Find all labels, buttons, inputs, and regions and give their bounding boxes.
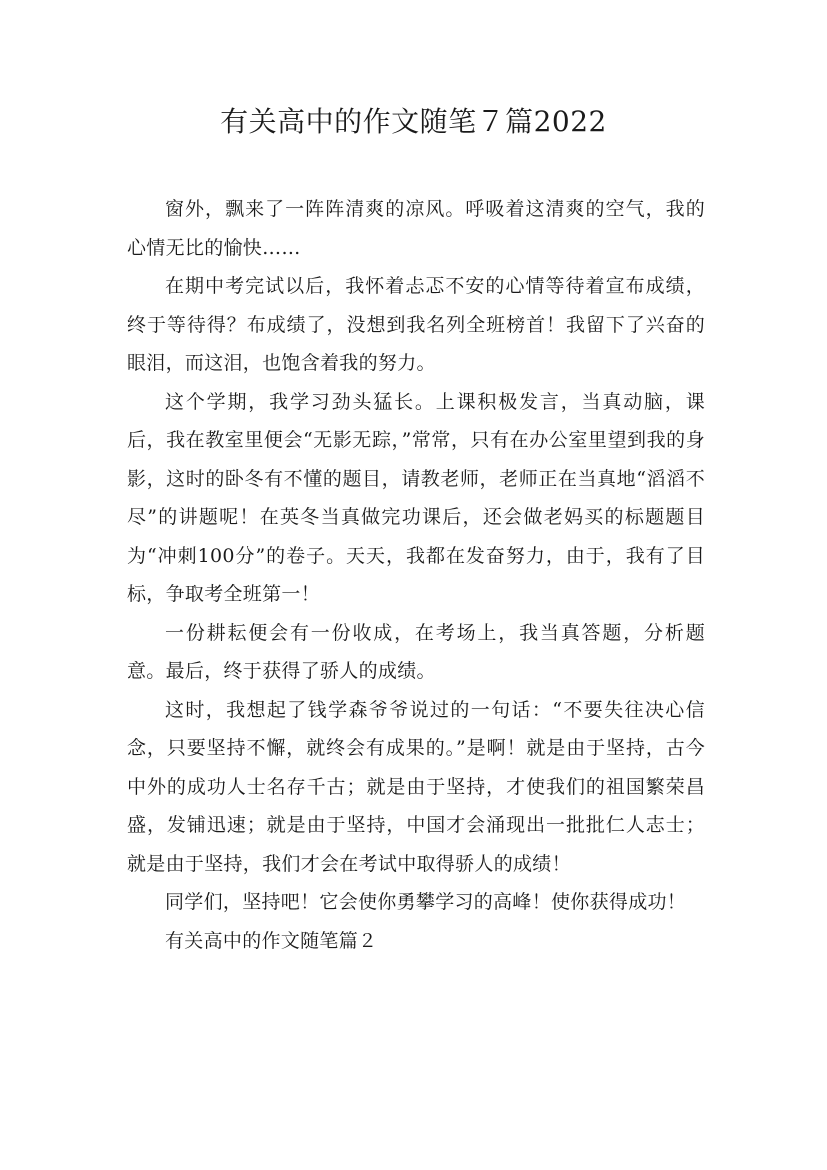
paragraph-3: 这个学期，我学习劲头猛长。上课积极发言，当真动脑，课后，我在教室里便会“无影无踪，”常常，只有在办公室里望到我的身影，这时的卧冬有不懂的题目，请教老师，老师正在当真地“滔滔不尽”的讲题呢！在英冬当真做完功课后，还会做老妈买的标题题目为“冲刺100分”的卷子。天天，我都在发奋努力，由于，我有了目标，争取考全班第一！ xyxy=(127,390,705,605)
document-title: 有关高中的作文随笔７篇2022 xyxy=(220,105,607,138)
paragraph-1: 窗外，飘来了一阵阵清爽的凉风。呼吸着这清爽的空气，我的心情无比的愉快…… xyxy=(127,198,705,259)
paragraph-6: 同学们，坚持吧！它会使你勇攀学习的高峰！使你获得成功！ xyxy=(165,891,687,913)
paragraph-4: 一份耕耘便会有一份收成，在考场上，我当真答题，分析题意。最后，终于获得了骄人的成绩。 xyxy=(127,621,705,682)
section-heading-2: 有关高中的作文随笔篇２ xyxy=(165,929,378,952)
paragraph-5: 这时，我想起了钱学森爷爷说过的一句话：“不要失往决心信念，只要坚持不懈，就终会有成果的。”是啊！就是由于坚持，古今中外的成功人士名存千古；就是由于坚持，才使我们的祖国繁荣昌盛，发铺迅速；就是由于坚持，中国才会涌现出一批批仁人志士；就是由于坚持，我们才会在考试中取得骄人的成绩！ xyxy=(127,698,705,875)
paragraph-2: 在期中考完试以后，我怀着忐忑不安的心情等待着宣布成绩，终于等待得？布成绩了，没想到我名列全班榜首！我留下了兴奋的眼泪，而这泪，也饱含着我的努力。 xyxy=(127,275,705,374)
document-body xyxy=(127,190,705,960)
